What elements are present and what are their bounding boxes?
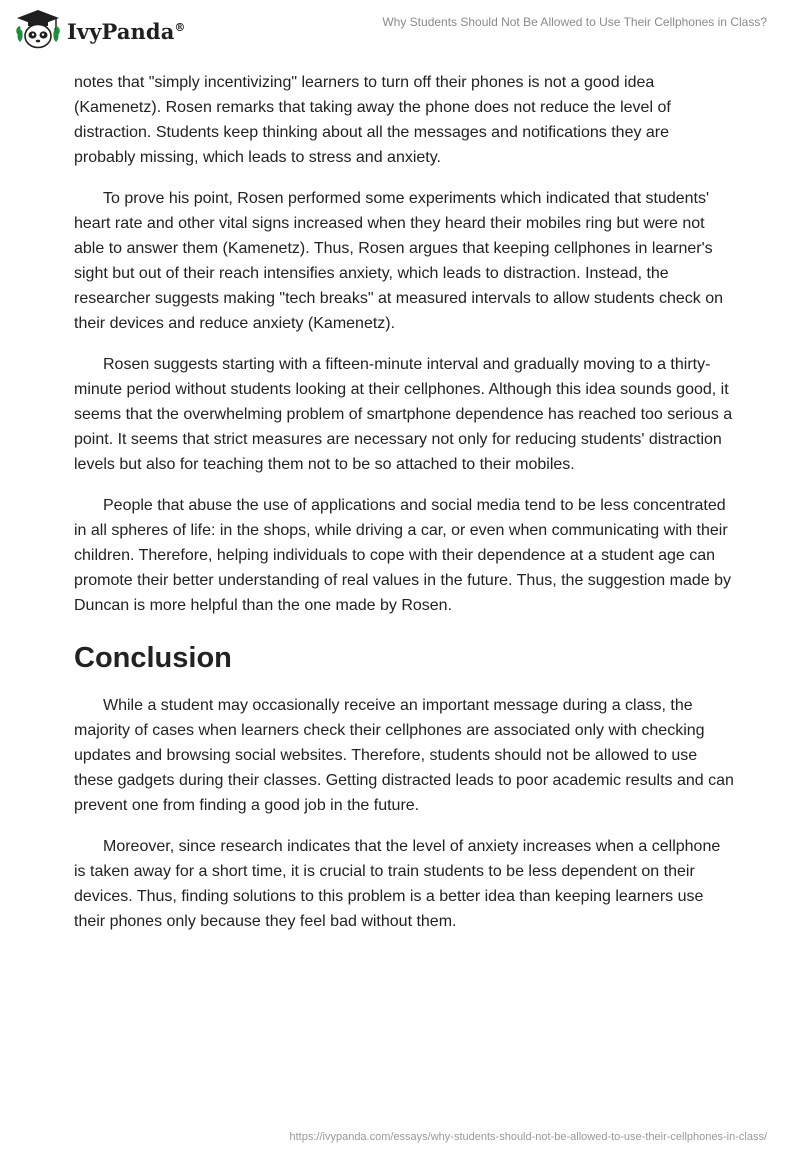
source-url[interactable]: https://ivypanda.com/essays/why-students-should-not-be-allowed-to-use-their-cellphones-in-class/ <box>289 1131 767 1143</box>
page-header <box>0 0 800 66</box>
paragraph: People that abuse the use of applications and social media tend to be less concentrated in all spheres of life: in the shops, while driving a car, or even when communicating with their children. Therefore, helping individuals to cope with their dependence at a student age can promote their better understanding of real values in the future. Thus, the suggestion made by Duncan is more helpful than the one made by Rosen. <box>74 497 731 614</box>
essay-body <box>74 70 734 950</box>
ivypanda-logo[interactable] <box>14 8 186 50</box>
paragraph: Rosen suggests starting with a fifteen-minute interval and gradually moving to a thirty-minute period without students looking at their cellphones. Although this idea sounds good, it seems that the overwhelming problem of smartphone dependence has reached too serious a point. It seems that strict measures are necessary not only for reducing students' distraction levels but also for teaching them not to be so attached to their mobiles. <box>74 356 733 473</box>
paragraph: notes that "simply incentivizing" learners to turn off their phones is not a good idea (Kamenetz). Rosen remarks that taking away the phone does not reduce the level of distraction. Students keep thinking about all the messages and notifications they are probably missing, which leads to stress and anxiety. <box>74 74 671 166</box>
document-title: Why Students Should Not Be Allowed to Use Their Cellphones in Class? <box>382 15 767 29</box>
paragraph: To prove his point, Rosen performed some experiments which indicated that students' heart rate and other vital signs increased when they heard their mobiles ring but were not able to answer them (Kamenetz). Thus, Rosen argues that keeping cellphones in learner's sight but out of their reach intensifies anxiety, which leads to distraction. Instead, the researcher suggests making "tech breaks" at measured intervals to allow students check on their devices and reduce anxiety (Kamenetz). <box>74 190 724 332</box>
registered-mark: ® <box>174 20 186 34</box>
brand-name: IvyPanda® <box>67 18 186 44</box>
panda-graduate-icon <box>14 8 62 50</box>
conclusion-heading: Conclusion <box>74 642 232 674</box>
paragraph: Moreover, since research indicates that the level of anxiety increases when a cellphone is taken away for a short time, it is crucial to train students to be less dependent on their devices. Thus, finding solutions to this problem is a better idea than keeping learners use their phones only because they feel bad without them. <box>74 838 721 930</box>
paragraph: While a student may occasionally receive an important message during a class, the majority of cases when learners check their cellphones are associated only with checking updates and browsing social websites. Therefore, students should not be allowed to use these gadgets during their classes. Getting distracted leads to poor academic results and can prevent one from finding a good job in the future. <box>74 697 734 814</box>
